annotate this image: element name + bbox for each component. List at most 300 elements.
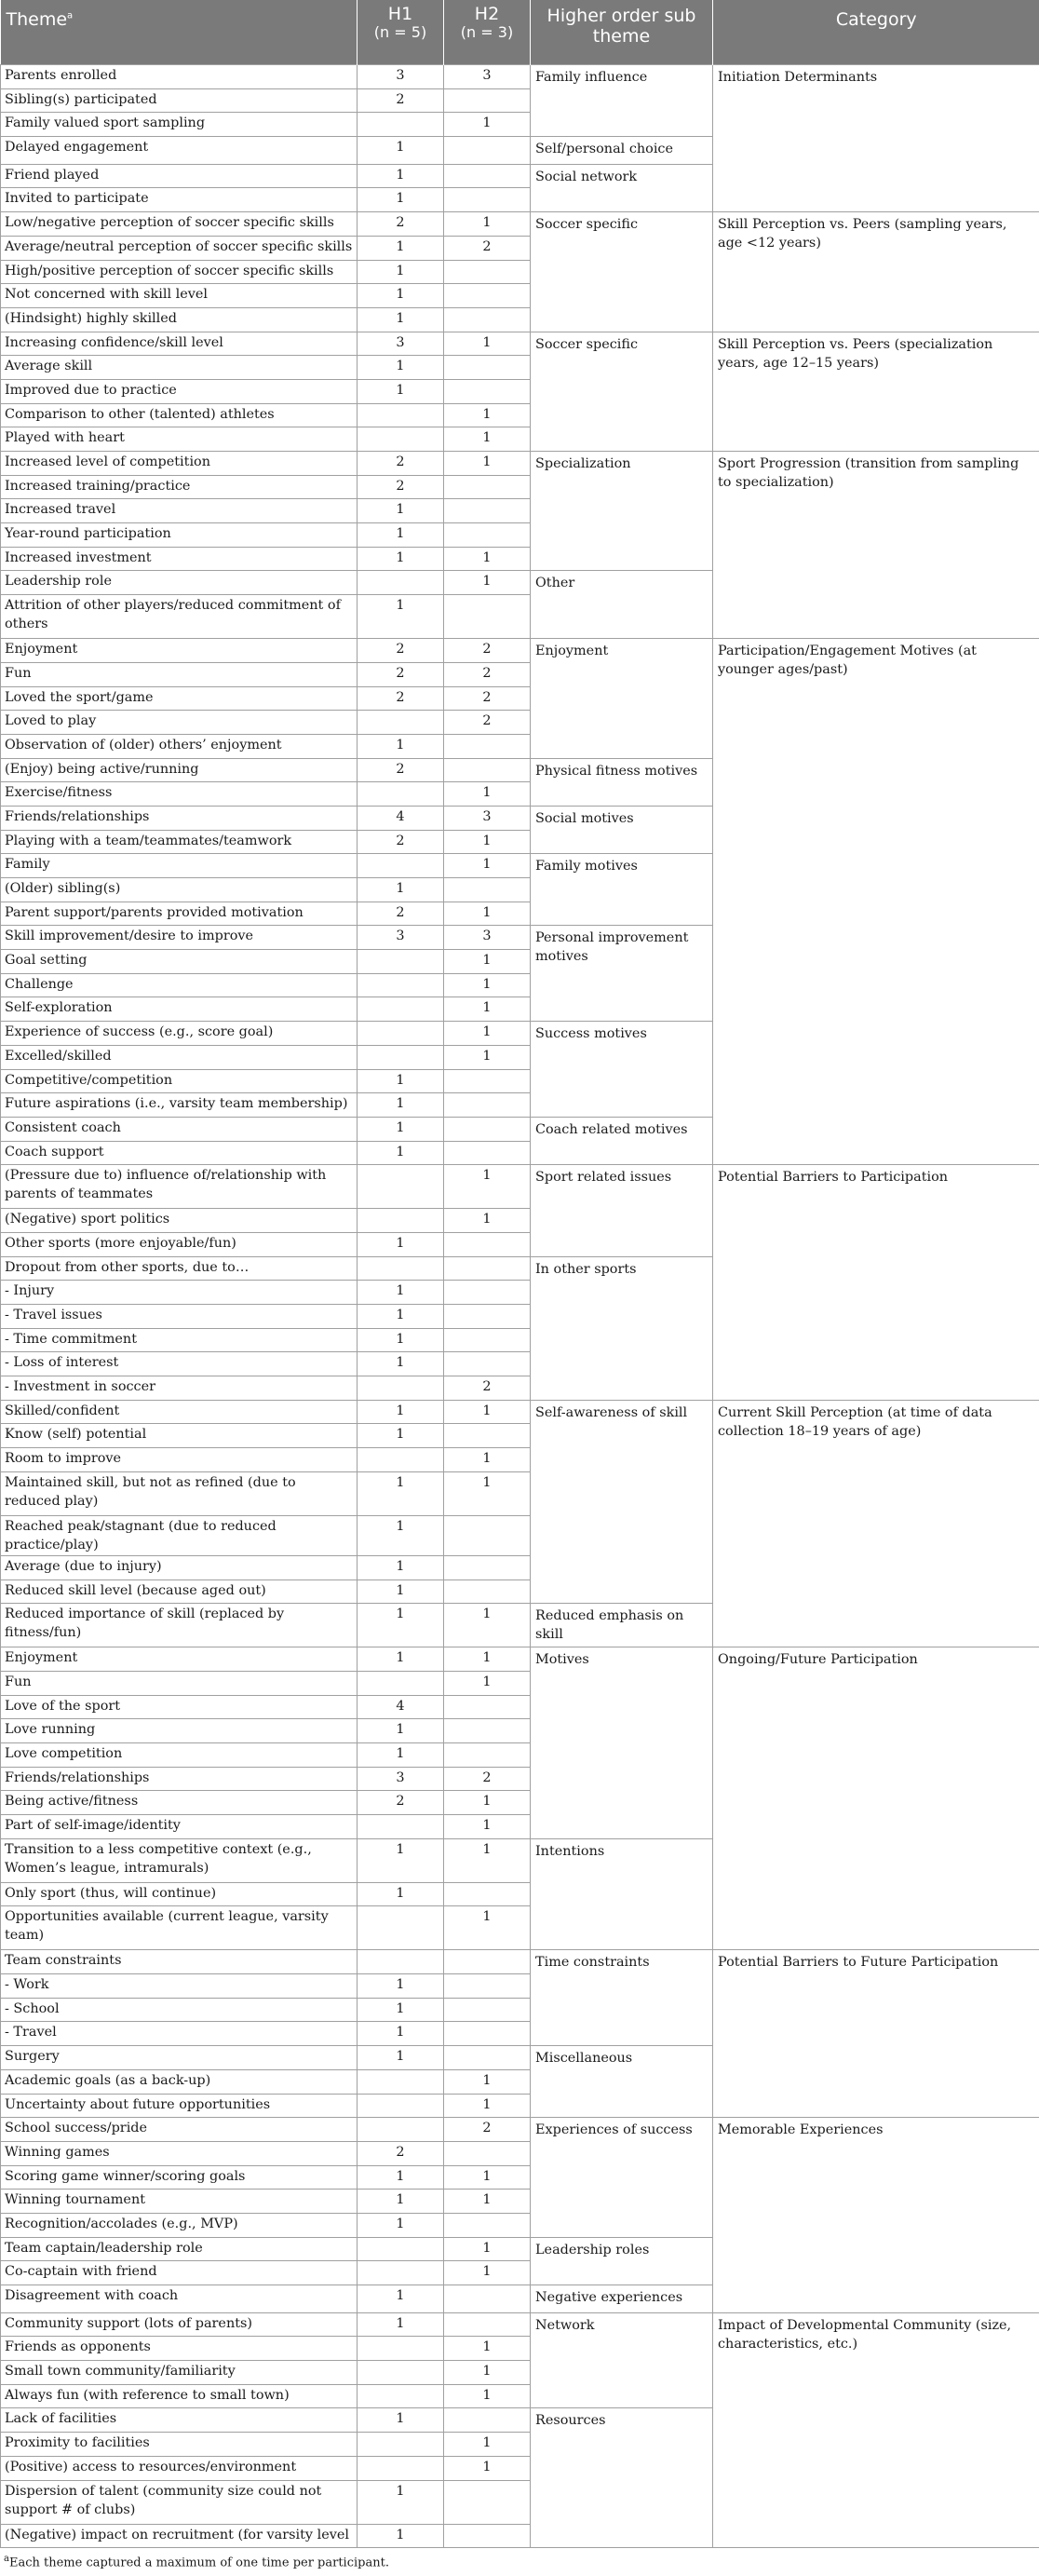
- h1-count-cell: 1: [358, 2190, 444, 2214]
- h1-count-cell: 3: [358, 1767, 444, 1791]
- h2-count-cell: [444, 2524, 531, 2548]
- theme-cell: Winning tournament: [1, 2190, 358, 2214]
- theme-cell: Dispersion of talent (community size could not support # of clubs): [1, 2480, 358, 2524]
- h2-count-cell: 1: [444, 2337, 531, 2361]
- header-h1-n: (n = 5): [374, 23, 426, 41]
- h1-count-cell: [358, 2456, 444, 2480]
- h1-count-cell: [358, 1045, 444, 1069]
- h1-count-cell: [358, 782, 444, 807]
- theme-cell: Coach support: [1, 1141, 358, 1165]
- h1-count-cell: 4: [358, 806, 444, 830]
- theme-cell: Increased travel: [1, 499, 358, 523]
- h1-count-cell: 1: [358, 1305, 444, 1329]
- h1-count-cell: 1: [358, 1515, 444, 1555]
- header-h2-n: (n = 3): [461, 23, 513, 41]
- h2-count-cell: [444, 1069, 531, 1093]
- theme-cell: Future aspirations (i.e., varsity team membership): [1, 1093, 358, 1118]
- h2-count-cell: [444, 1974, 531, 1999]
- subtheme-cell: Soccer specific: [531, 212, 713, 332]
- theme-cell: Reached peak/stagnant (due to reduced practice/play): [1, 1515, 358, 1555]
- h2-count-cell: 2: [444, 686, 531, 711]
- theme-cell: Experience of success (e.g., score goal): [1, 1022, 358, 1046]
- h2-count-cell: [444, 2408, 531, 2433]
- subtheme-cell: Leadership roles: [531, 2237, 713, 2285]
- table-row: [1, 65, 1039, 89]
- h2-count-cell: 1: [444, 1815, 531, 1839]
- category-cell: Ongoing/Future Participation: [713, 1647, 1039, 1950]
- theme-cell: Know (self) potential: [1, 1424, 358, 1448]
- h1-count-cell: 1: [358, 284, 444, 308]
- subtheme-cell: Motives: [531, 1647, 713, 1839]
- header-h2: H2 (n = 3): [444, 0, 531, 65]
- h1-count-cell: 1: [358, 1647, 444, 1672]
- table-row: [1, 452, 1039, 476]
- theme-cell: Always fun (with reference to small town): [1, 2384, 358, 2408]
- h1-count-cell: [358, 2384, 444, 2408]
- h2-count-cell: 1: [444, 2190, 531, 2214]
- h2-count-cell: [444, 523, 531, 548]
- h1-count-cell: [358, 403, 444, 427]
- header-category: Category: [713, 0, 1039, 65]
- h1-count-cell: 1: [358, 1838, 444, 1882]
- theme-cell: Uncertainty about future opportunities: [1, 2094, 358, 2118]
- h1-count-cell: 3: [358, 332, 444, 356]
- subtheme-cell: Sport related issues: [531, 1165, 713, 1256]
- h2-count-cell: 1: [444, 2165, 531, 2190]
- h2-count-cell: [444, 379, 531, 403]
- category-cell: Participation/Engagement Motives (at younger ages/past): [713, 639, 1039, 1165]
- h2-count-cell: 3: [444, 806, 531, 830]
- h2-count-cell: [444, 1998, 531, 2022]
- h2-count-cell: [444, 758, 531, 782]
- h1-count-cell: 3: [358, 926, 444, 950]
- h2-count-cell: [444, 2022, 531, 2046]
- h2-count-cell: [444, 2480, 531, 2524]
- h2-count-cell: [444, 1579, 531, 1604]
- theme-cell: - Travel: [1, 2022, 358, 2046]
- category-cell: Memorable Experiences: [713, 2118, 1039, 2313]
- h1-count-cell: 2: [358, 1791, 444, 1815]
- h1-count-cell: 1: [358, 878, 444, 902]
- h2-count-cell: [444, 878, 531, 902]
- h1-count-cell: 1: [358, 1719, 444, 1743]
- theme-cell: Reduced importance of skill (replaced by fitness/fun): [1, 1604, 358, 1647]
- theme-cell: Transition to a less competitive context (e.g., Women’s league, intramurals): [1, 1838, 358, 1882]
- theme-cell: - Time commitment: [1, 1328, 358, 1352]
- subtheme-cell: Time constraints: [531, 1950, 713, 2046]
- subtheme-cell: Social motives: [531, 806, 713, 853]
- h1-count-cell: [358, 2261, 444, 2285]
- theme-cell: Team constraints: [1, 1950, 358, 1974]
- theme-cell: (Negative) impact on recruitment (for varsity level: [1, 2524, 358, 2548]
- header-subtheme: Higher order sub theme: [531, 0, 713, 65]
- category-cell: Initiation Determinants: [713, 65, 1039, 212]
- theme-cell: Parent support/parents provided motivation: [1, 902, 358, 926]
- h2-count-cell: [444, 1882, 531, 1906]
- h1-count-cell: 1: [358, 1882, 444, 1906]
- h2-count-cell: 1: [444, 547, 531, 571]
- h1-count-cell: 1: [358, 1974, 444, 1999]
- h2-count-cell: [444, 137, 531, 165]
- h2-count-cell: 1: [444, 950, 531, 974]
- h1-count-cell: 1: [358, 734, 444, 758]
- h1-count-cell: 1: [358, 595, 444, 639]
- h1-count-cell: 1: [358, 1604, 444, 1647]
- theme-cell: (Hindsight) highly skilled: [1, 307, 358, 332]
- table-row: [1, 1647, 1039, 1672]
- h1-count-cell: 1: [358, 379, 444, 403]
- h1-count-cell: 1: [358, 2524, 444, 2548]
- theme-cell: (Negative) sport politics: [1, 1209, 358, 1233]
- table-row: [1, 1400, 1039, 1424]
- theme-cell: Community support (lots of parents): [1, 2312, 358, 2337]
- h2-count-cell: [444, 356, 531, 380]
- theme-cell: Being active/fitness: [1, 1791, 358, 1815]
- theme-cell: Goal setting: [1, 950, 358, 974]
- h1-count-cell: [358, 2337, 444, 2361]
- theme-cell: (Pressure due to) influence of/relationship with parents of teammates: [1, 1165, 358, 1209]
- h1-count-cell: 2: [358, 639, 444, 663]
- theme-cell: Played with heart: [1, 427, 358, 452]
- theme-cell: Friend played: [1, 164, 358, 188]
- table-row: [1, 1950, 1039, 1974]
- theme-cell: Maintained skill, but not as refined (due to reduced play): [1, 1471, 358, 1515]
- theme-cell: Exercise/fitness: [1, 782, 358, 807]
- h2-count-cell: 1: [444, 782, 531, 807]
- theme-cell: Attrition of other players/reduced commitment of others: [1, 595, 358, 639]
- h2-count-cell: [444, 475, 531, 499]
- h1-count-cell: 1: [358, 2165, 444, 2190]
- theme-cell: School success/pride: [1, 2118, 358, 2142]
- subtheme-cell: Resources: [531, 2408, 713, 2548]
- theme-cell: Other sports (more enjoyable/fun): [1, 1232, 358, 1256]
- table-row: [1, 2312, 1039, 2337]
- theme-cell: Parents enrolled: [1, 65, 358, 89]
- theme-cell: Delayed engagement: [1, 137, 358, 165]
- h1-count-cell: 1: [358, 1998, 444, 2022]
- theme-cell: Reduced skill level (because aged out): [1, 1579, 358, 1604]
- theme-cell: Comparison to other (talented) athletes: [1, 403, 358, 427]
- h1-count-cell: 4: [358, 1695, 444, 1719]
- subtheme-cell: Success motives: [531, 1022, 713, 1118]
- h1-count-cell: 2: [358, 758, 444, 782]
- h1-count-cell: 1: [358, 137, 444, 165]
- theme-cell: Observation of (older) others’ enjoyment: [1, 734, 358, 758]
- h1-count-cell: 1: [358, 1555, 444, 1579]
- theme-cell: Room to improve: [1, 1448, 358, 1472]
- h1-count-cell: [358, 1165, 444, 1209]
- h2-count-cell: 2: [444, 662, 531, 686]
- h2-count-cell: [444, 284, 531, 308]
- h1-count-cell: [358, 854, 444, 878]
- h2-count-cell: 3: [444, 65, 531, 89]
- h2-count-cell: [444, 1232, 531, 1256]
- h2-count-cell: 2: [444, 1376, 531, 1401]
- theme-cell: Friends as opponents: [1, 2337, 358, 2361]
- h2-count-cell: [444, 1256, 531, 1281]
- theme-cell: Friends/relationships: [1, 1767, 358, 1791]
- theme-cell: Skill improvement/desire to improve: [1, 926, 358, 950]
- theme-cell: Playing with a team/teammates/teamwork: [1, 830, 358, 854]
- header-theme-footnote-mark: a: [67, 11, 73, 21]
- theme-cell: Love of the sport: [1, 1695, 358, 1719]
- h2-count-cell: [444, 499, 531, 523]
- h1-count-cell: 2: [358, 2141, 444, 2165]
- h1-count-cell: [358, 973, 444, 997]
- h1-count-cell: [358, 2094, 444, 2118]
- h2-count-cell: 1: [444, 1022, 531, 1046]
- header-row: [1, 0, 1039, 65]
- h2-count-cell: 1: [444, 2361, 531, 2385]
- theme-cell: Opportunities available (current league, varsity team): [1, 1906, 358, 1950]
- subtheme-cell: In other sports: [531, 1256, 713, 1400]
- h2-count-cell: 1: [444, 403, 531, 427]
- h1-count-cell: 1: [358, 1328, 444, 1352]
- subtheme-cell: Intentions: [531, 1838, 713, 1950]
- theme-cell: Part of self-image/identity: [1, 1815, 358, 1839]
- theme-cell: Friends/relationships: [1, 806, 358, 830]
- h1-count-cell: 1: [358, 1141, 444, 1165]
- h2-count-cell: 1: [444, 1791, 531, 1815]
- h2-count-cell: 1: [444, 571, 531, 595]
- theme-cell: Disagreement with coach: [1, 2285, 358, 2313]
- subtheme-cell: Coach related motives: [531, 1117, 713, 1164]
- h1-count-cell: 1: [358, 1117, 444, 1141]
- theme-cell: Challenge: [1, 973, 358, 997]
- h2-count-cell: [444, 734, 531, 758]
- h2-count-cell: 2: [444, 236, 531, 260]
- h1-count-cell: [358, 1448, 444, 1472]
- table-row: [1, 332, 1039, 356]
- h1-count-cell: 1: [358, 188, 444, 212]
- h2-count-cell: [444, 1515, 531, 1555]
- h2-count-cell: [444, 164, 531, 188]
- theme-cell: Lack of facilities: [1, 2408, 358, 2433]
- theme-cell: (Older) sibling(s): [1, 878, 358, 902]
- h1-count-cell: [358, 1376, 444, 1401]
- h1-count-cell: 1: [358, 2213, 444, 2237]
- theme-cell: Co-captain with friend: [1, 2261, 358, 2285]
- theme-cell: Loved to play: [1, 711, 358, 735]
- h2-count-cell: [444, 2141, 531, 2165]
- h1-count-cell: 2: [358, 830, 444, 854]
- theme-cell: Love competition: [1, 1742, 358, 1767]
- h1-count-cell: [358, 571, 444, 595]
- theme-cell: Fun: [1, 662, 358, 686]
- h2-count-cell: 1: [444, 902, 531, 926]
- h2-count-cell: 2: [444, 639, 531, 663]
- h1-count-cell: [358, 950, 444, 974]
- h1-count-cell: 2: [358, 475, 444, 499]
- h1-count-cell: 1: [358, 2480, 444, 2524]
- h2-count-cell: 1: [444, 1165, 531, 1209]
- h1-count-cell: 2: [358, 686, 444, 711]
- theme-cell: Leadership role: [1, 571, 358, 595]
- h2-count-cell: 1: [444, 113, 531, 137]
- theme-cell: Competitive/competition: [1, 1069, 358, 1093]
- subtheme-cell: Other: [531, 571, 713, 639]
- h1-count-cell: 1: [358, 1281, 444, 1305]
- h2-count-cell: [444, 1141, 531, 1165]
- theme-cell: Proximity to facilities: [1, 2433, 358, 2457]
- category-cell: Current Skill Perception (at time of data collection 18–19 years of age): [713, 1400, 1039, 1647]
- h1-count-cell: [358, 1950, 444, 1974]
- h2-count-cell: [444, 1742, 531, 1767]
- theme-cell: - Work: [1, 1974, 358, 1999]
- theme-cell: Only sport (thus, will continue): [1, 1882, 358, 1906]
- theme-cell: Increasing confidence/skill level: [1, 332, 358, 356]
- h2-count-cell: 3: [444, 926, 531, 950]
- h1-count-cell: 1: [358, 236, 444, 260]
- h2-count-cell: [444, 2285, 531, 2313]
- h2-count-cell: 1: [444, 2456, 531, 2480]
- theme-cell: Increased investment: [1, 547, 358, 571]
- theme-cell: Team captain/leadership role: [1, 2237, 358, 2261]
- h1-count-cell: 1: [358, 1400, 444, 1424]
- theme-cell: (Positive) access to resources/environment: [1, 2456, 358, 2480]
- h1-count-cell: 2: [358, 212, 444, 237]
- h2-count-cell: 1: [444, 2069, 531, 2094]
- h2-count-cell: 1: [444, 2094, 531, 2118]
- category-cell: Skill Perception vs. Peers (sampling years, age <12 years): [713, 212, 1039, 332]
- h1-count-cell: [358, 2118, 444, 2142]
- theme-cell: Scoring game winner/scoring goals: [1, 2165, 358, 2190]
- h2-count-cell: [444, 2046, 531, 2070]
- theme-cell: Consistent coach: [1, 1117, 358, 1141]
- h1-count-cell: 1: [358, 307, 444, 332]
- subtheme-cell: Experiences of success: [531, 2118, 713, 2237]
- h1-count-cell: 2: [358, 662, 444, 686]
- h2-count-cell: [444, 88, 531, 113]
- h1-count-cell: 1: [358, 1742, 444, 1767]
- subtheme-cell: Family motives: [531, 854, 713, 926]
- h2-count-cell: 1: [444, 830, 531, 854]
- category-cell: Potential Barriers to Participation: [713, 1165, 1039, 1401]
- h2-count-cell: 2: [444, 1767, 531, 1791]
- h1-count-cell: 1: [358, 1579, 444, 1604]
- h1-count-cell: 2: [358, 452, 444, 476]
- h2-count-cell: 1: [444, 997, 531, 1022]
- h1-count-cell: [358, 113, 444, 137]
- h2-count-cell: [444, 2213, 531, 2237]
- h2-count-cell: [444, 1328, 531, 1352]
- h2-count-cell: 1: [444, 212, 531, 237]
- h2-count-cell: [444, 1695, 531, 1719]
- theme-cell: Love running: [1, 1719, 358, 1743]
- header-h1: H1 (n = 5): [358, 0, 444, 65]
- h1-count-cell: [358, 1815, 444, 1839]
- h2-count-cell: 1: [444, 1400, 531, 1424]
- h1-count-cell: 1: [358, 1069, 444, 1093]
- h1-count-cell: [358, 711, 444, 735]
- theme-cell: Family valued sport sampling: [1, 113, 358, 137]
- h1-count-cell: 1: [358, 164, 444, 188]
- h1-count-cell: [358, 1256, 444, 1281]
- h2-count-cell: 1: [444, 1471, 531, 1515]
- subtheme-cell: Reduced emphasis on skill: [531, 1604, 713, 1647]
- h1-count-cell: 1: [358, 1471, 444, 1515]
- theme-cell: Increased training/practice: [1, 475, 358, 499]
- h2-count-cell: 1: [444, 427, 531, 452]
- h1-count-cell: [358, 1671, 444, 1695]
- subtheme-cell: Social network: [531, 164, 713, 211]
- theme-cell: - Investment in soccer: [1, 1376, 358, 1401]
- h1-count-cell: 1: [358, 2312, 444, 2337]
- h1-count-cell: [358, 2361, 444, 2385]
- theme-cell: Self-exploration: [1, 997, 358, 1022]
- theme-cell: Skilled/confident: [1, 1400, 358, 1424]
- h2-count-cell: 1: [444, 1647, 531, 1672]
- h1-count-cell: [358, 1906, 444, 1950]
- subtheme-cell: Self/personal choice: [531, 137, 713, 165]
- h2-count-cell: [444, 1305, 531, 1329]
- subtheme-cell: Personal improvement motives: [531, 926, 713, 1022]
- subtheme-cell: Physical fitness motives: [531, 758, 713, 806]
- h1-count-cell: 2: [358, 88, 444, 113]
- table-row: [1, 212, 1039, 237]
- theme-cell: - Loss of interest: [1, 1352, 358, 1376]
- category-cell: Sport Progression (transition from sampling to specialization): [713, 452, 1039, 639]
- subtheme-cell: Network: [531, 2312, 713, 2408]
- subtheme-cell: Self-awareness of skill: [531, 1400, 713, 1603]
- theme-cell: Improved due to practice: [1, 379, 358, 403]
- theme-cell: Not concerned with skill level: [1, 284, 358, 308]
- theme-cell: Small town community/familiarity: [1, 2361, 358, 2385]
- h2-count-cell: [444, 595, 531, 639]
- theme-cell: Surgery: [1, 2046, 358, 2070]
- category-cell: Impact of Developmental Community (size, characteristics, etc.): [713, 2312, 1039, 2548]
- theme-cell: Average skill: [1, 356, 358, 380]
- h2-count-cell: 1: [444, 332, 531, 356]
- h2-count-cell: 1: [444, 2384, 531, 2408]
- theme-cell: Average/neutral perception of soccer specific skills: [1, 236, 358, 260]
- h2-count-cell: [444, 1352, 531, 1376]
- theme-cell: Academic goals (as a back-up): [1, 2069, 358, 2094]
- theme-cell: Dropout from other sports, due to…: [1, 1256, 358, 1281]
- theme-cell: Loved the sport/game: [1, 686, 358, 711]
- h2-count-cell: 1: [444, 452, 531, 476]
- theme-cell: Low/negative perception of soccer specific skills: [1, 212, 358, 237]
- h2-count-cell: 1: [444, 1906, 531, 1950]
- h2-count-cell: [444, 1093, 531, 1118]
- h2-count-cell: 1: [444, 2261, 531, 2285]
- theme-cell: Average (due to injury): [1, 1555, 358, 1579]
- h2-count-cell: [444, 1424, 531, 1448]
- h1-count-cell: [358, 1022, 444, 1046]
- h1-count-cell: [358, 2237, 444, 2261]
- theme-cell: - Travel issues: [1, 1305, 358, 1329]
- table-row: [1, 639, 1039, 663]
- theme-cell: - School: [1, 1998, 358, 2022]
- h1-count-cell: 1: [358, 2046, 444, 2070]
- h2-count-cell: 1: [444, 854, 531, 878]
- h1-count-cell: [358, 2433, 444, 2457]
- h1-count-cell: 1: [358, 2408, 444, 2433]
- h1-count-cell: [358, 997, 444, 1022]
- theme-cell: Year-round participation: [1, 523, 358, 548]
- theme-cell: Winning games: [1, 2141, 358, 2165]
- subtheme-cell: Family influence: [531, 65, 713, 137]
- subtheme-cell: Enjoyment: [531, 639, 713, 758]
- h1-count-cell: [358, 427, 444, 452]
- header-theme: Theme$^a$: [1, 0, 358, 65]
- h2-count-cell: 1: [444, 1045, 531, 1069]
- h2-count-cell: [444, 260, 531, 284]
- h2-count-cell: [444, 1719, 531, 1743]
- theme-cell: Recognition/accolades (e.g., MVP): [1, 2213, 358, 2237]
- h1-count-cell: 1: [358, 523, 444, 548]
- h1-count-cell: 1: [358, 499, 444, 523]
